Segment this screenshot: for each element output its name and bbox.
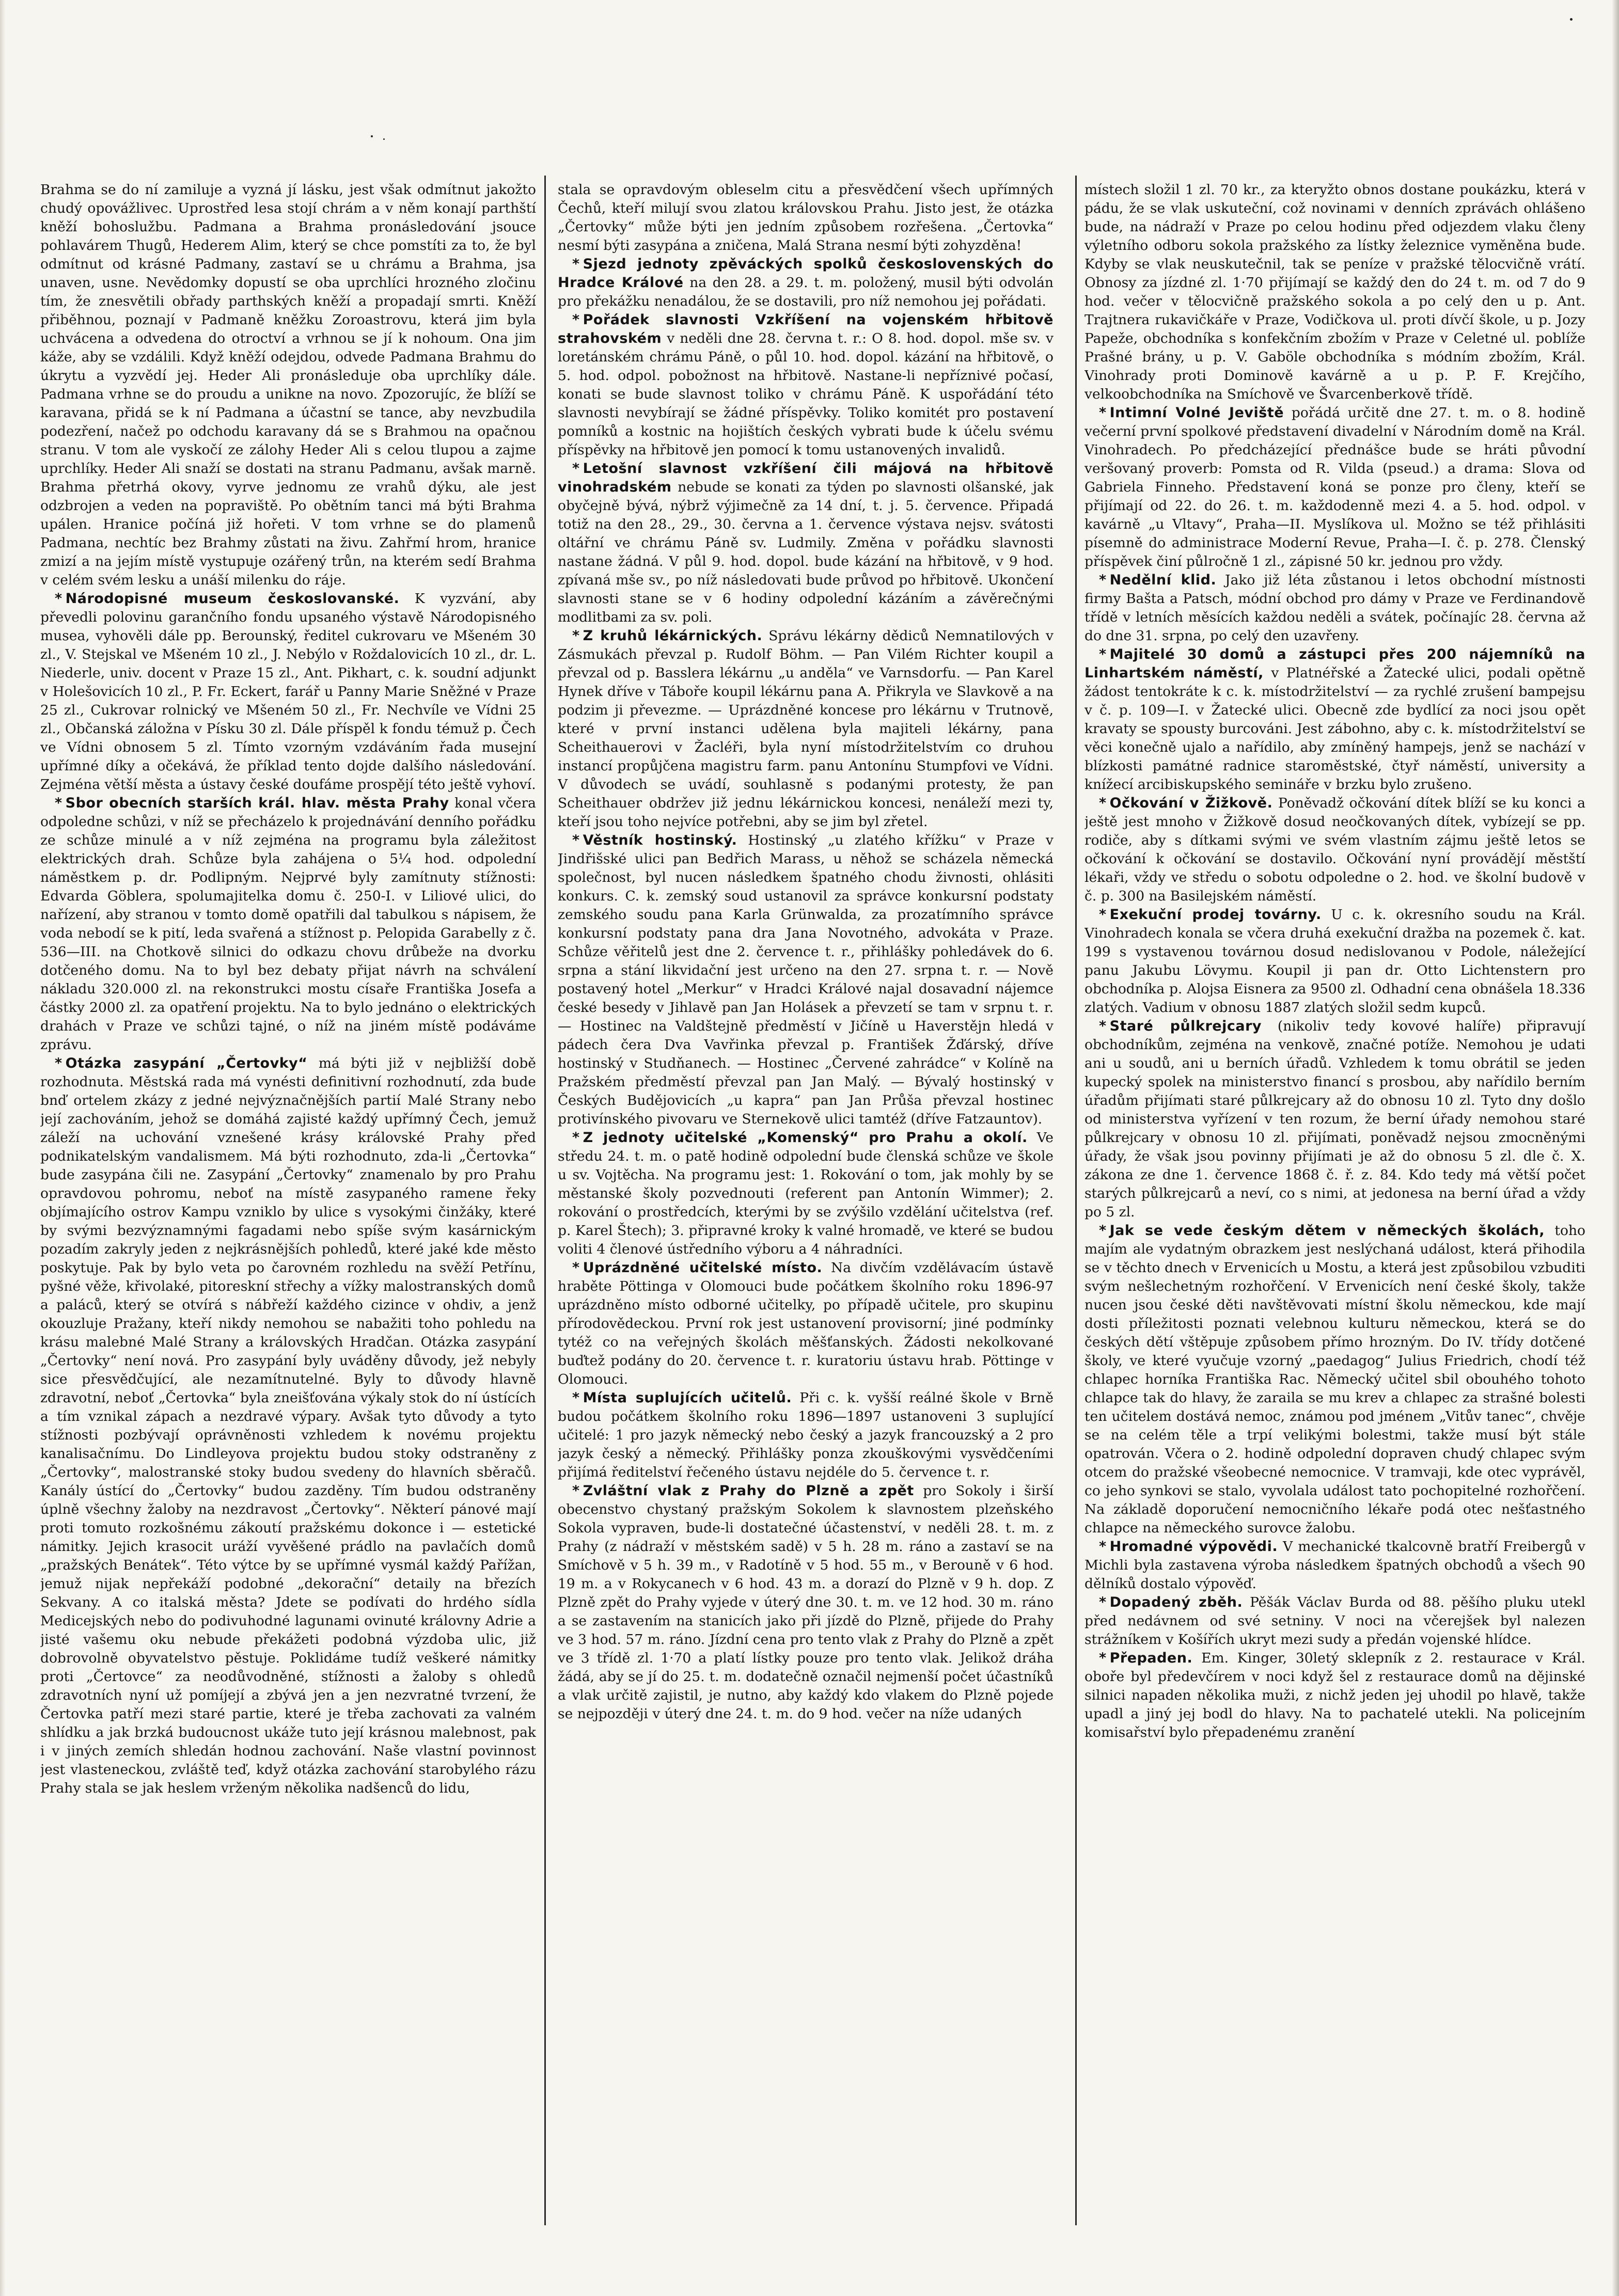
article-heading [572, 1130, 1028, 1146]
asterisk-marker: * [1099, 795, 1107, 811]
article-body-text: toho majím ale vydatným obrazkem jest neslýchaná událost, která přihodila se v těchto dnech v Ervenicích u Mostu, a která jest způsobilou vzbuditi svým nešlechetným rozhořčení. V Ervenicích není české školy, takže nucen jsou české děti navštěvovati místní školu německou, kde mají dosti příležitosti poznati velebnou kulturu německou, která se do českých dětí vštěpuje způsobem přímo hrozným. Do IV. třídy dotčené školy, ve které vyučuje vzorný „paedagog“ Julius Friedrich, chodí též chlapec horníka Františka Rac. Německý učitel sbil obouhého tohoto chlapce tak do hlavy, že zaraila se mu krev a chlapec za strašné bolesti ten učitelem dostává nemoc, známou pod jménem „Vitův tanec“, chvěje se na celém těle a trpí velikými bolestmi, takže musí být stále opatrován. Včera o 2. hodině odpolední dopraven chudý chlapec svým otcem do pražské všeobecné nemocnice. V tramvaji, kde otec vyprávěl, co jeho synkovi se stalo, vyvolala událost tato pochopitelné rozhořčení. Na základě doporučení nemocničního lékaře podá otec nešťastného chlapce na německého surovce žalobu. [1084, 1223, 1585, 1536]
article-body-text: má býti již v nejbližší době rozhodnuta. Městská rada má vynésti definitivní rozhodnutí, zda bude bnď ortelem zkázy z jedné nejvýznačnějších partií Malé Strany nebo její zachováním, jehož se domáhá zajisté každý upřímný Čech, jemuž záleží na uchování vznešené krásy královské Prahy před podnikatelským vandalismem. Má býti rozhodnuto, zda-li „Čertovka“ bude zasypána čili ne. Zasypání „Čertovky“ znamenalo by pro Prahu opravdovou pohromu, neboť na místě zasypaného ramene řeky objímajícího ostrov Kampu vzniklo by ulice s vysokými činžáky, které by svými bezvýznamnými fagadami nebo spíše svým kasárnickým pozadím zakryly jeden z nejkrásnějších pohledů, které jaké kde město poskytuje. Pak by bylo veta po čarovném rozhledu na svěží Petřínu, pyšné věže, křivolaké, pitoreskní střechy a vížky malostranských domů a paláců, který se otvírá s nábřeží každého cizince v ohdiv, a jenž okouzluje Pražany, kteří nikdy nemohou se nabažiti toho pohledu na krásu malebné Malé Strany a královských Hradčan. Otázka zasypání „Čertovky“ není nová. Pro zasypání byly uváděny důvody, jež nebyly sice přesvědčující, ale nezamítnutelné. Byly to důvody hlavně zdravotní, neboť „Čertovka“ byla zneišťována výkaly stok do ní ústících a tím vznikal zápach a nezdravé výpary. Avšak tyto důvody a tyto stížnosti pozbývají oprávněnosti vzhledem k novému projektu kanalisačnímu. Do Lindleyova projektu budou stoky odstraněny z „Čertovky“, malostranské stoky budou svedeny do hlavních sběračů. Kanály ústící do „Čertovky“ budou zazděny. Tím budou odstraněny úplně všechny žaloby na nezdravost „Čertovky“. Některí pánové mají proti tomuto rozkošnému zákoutí pražskému dokonce i — estetické námitky. Jejich krasocit uráží vyvěšené prádlo na pavlačích domů „pražských Benátek“. Této výtce by se upřímné vysmál každý Pařížan, jemuž nijak nepřekáží podobné „dekorační“ detaily na březích Sekvany. A co italská města? Jdete se podívati do hrdého sídla Medicejských nebo do podivuhodné lagunami ovinuté královny Adrie a jisté vašemu oku nebude překážeti podobná výzdoba ulic, již dobrovolně obyvatelstvo pěstuje. Poklidáme tudíž veškeré námitky proti „Čertovce“ za neodůvodněné, stížnosti a žaloby s ohledů zdravotních nyní už pomíjejí a zbývá jen a jen nezvratné tvrzení, že Čertovka patří mezi staré partie, které je třeba zachovati za valném shlídku a jak brzká budoucnost ukáže tuto její krásnou malebnost, pak i v jiných zemích shledán hodnou zachování. Naše vlastní povinnost jest vlasteneckou, zvláště teď, když otázka zachování starobylého rázu Prahy stala se jak heslem vrženým několika nadšenců do lidu, [40, 1055, 536, 1796]
article-heading-text: Z kruhů lékárnických. [583, 628, 763, 644]
article-heading [1099, 405, 1284, 421]
asterisk-marker: * [1099, 1594, 1107, 1610]
article-paragraph [1084, 794, 1585, 906]
article-body-text: v Platnéřské a Žatecké ulici, podali opětně žádost tentokráte k c. k. místodržitelství — za rychlé zrušení bampejsu v č. p. 109—I. v Žatecké ulici. Obecně zde bydlící za noci jsou opět kravaty se spousty burcováni. Jest zábohno, aby c. k. místodržitelství se věci konečně ujalo a nařídilo, aby zmíněný hampejs, jenž se nachází v blízkosti památné radnice staroměstské, čtyř náměstí, university a knížecí arcibiskupského semináře v brzku bylo zrušeno. [1084, 665, 1585, 793]
article-paragraph [558, 311, 1054, 460]
article-body-text: pořádá určitě dne 27. t. m. o 8. hodině večerní první spolkové představení divadelní v Národním domě na Král. Vinohradech. Po předcházející přednášce bude se hráti původní veršovaný proverb: Pomsta od R. Vildа (pseud.) a drama: Slova od Gabriela Finneho. Představení koná se ponze pro členy, kteří se přijímají od 22. do 26. t. m. každodenně mezi 4. a 5. hod. odpol. v kavárně „u Vltavy“, Praha—II. Myslíkova ul. Možno se též přihlásiti písemně do administrace Moderní Revue, Praha—I. č. p. 278. Členský příspěvek činí půlročně 1 zl., zápisné 50 kr. jednou pro vždy. [1084, 405, 1585, 569]
article-body-text: nebude se konati za týden po slavnosti olšanské, jak obyčejně bývá, nýbrž výjimečně za 14 dní, t. j. 5. července. Připadá totiž na den 28., 29., 30. června a 1. července výstava nejsv. svátosti oltářní ve chrámu Páně sv. Ludmily. Změna v pořádku slavnosti nastane žádná. V půl 9. hod. dopol. bude kázání na hřbitově, v 9 hod. zpívaná mše sv., po níž následovati bude průvod po hřbitově. Ukončení slavnosti stane se v 6 hodiny odpolední kázáním a závěrečnými modlitbami za sv. poli. [558, 479, 1054, 625]
article-heading [572, 832, 737, 848]
article-heading-text: Očkování v Žižkově. [1109, 795, 1273, 811]
article-heading [572, 1260, 822, 1276]
article-heading-text: Jak se vede českým dětem v německých školách, [1109, 1223, 1545, 1239]
asterisk-marker: * [1099, 1223, 1107, 1239]
article-paragraph [40, 1054, 536, 1798]
article-heading-text: Z jednoty učitelské „Komenský“ pro Prahu a okolí. [583, 1130, 1028, 1146]
article-body-text: Poněvadž očkování dítek blíží se ku konci a ještě jest mnoho v Žižkově dosud neočkovaných dítek, vybízejí se pp. rodiče, aby s dítkami svými ve svém vlastním zájmu ještě letos se očkování k očkování se dostavilo. Očkování nyní provádějí městští lékaři, vždy ve středu o sobotu odpoledne o 2. hod. ve školní budově v č. p. 300 na Basilejském náměstí. [1084, 795, 1585, 904]
asterisk-marker: * [572, 256, 580, 272]
article-body-text: pro Sokoly i širší obecenstvo chystaný pražským Sokolem k slavnostem plzeňského Sokola vypraven, bude-li dostatečné účastenství, v neděli 28. t. m. z Prahy (z nádraží v městském sadě) v 5 h. 28 m. ráno a zastaví se na Smíchově v 5 h. 39 m., v Radotíně v 5 hod. 55 m., v Berouně v 6 hod. 19 m. a v Rokycanech v 6 hod. 43 m. a dorazí do Plzně v 9 h. dop. Z Plzně zpět do Prahy vyjede v úterý dne 30. t. m. ve 12 hod. 30 m. ráno a se zastavením na stanicích jako při jízdě do Plzně, přijede do Prahy ve 3 hod. 57 m. ráno. Jízdní cena pro tento vlak z Prahy do Plzně a zpět ve 3 třídě zl. 1·70 a platí lístky pouze pro tento vlak. Jelikož dráha žádá, aby se jí do 25. t. m. dodatečně označil nejmenší počet účastníků a vlak určitě zajistil, je nutno, aby každý kdo vlakem do Plzně pojede se nejpozději v úterý dne 24. t. m. do 9 hod. večer na níže udaných [558, 1483, 1054, 1722]
article-heading [572, 1483, 914, 1499]
article-heading-text: Majitelé 30 domů a zástupci přes 200 nájemníků na Linhartském náměstí, [1084, 646, 1585, 681]
article-heading-text: Nedělní klid. [1109, 572, 1217, 588]
asterisk-marker: * [1099, 405, 1107, 421]
article-body-text: na den 28. a 29. t. m. položený, musil býti odvolán pro překážku nenadálou, že se dostavili, pro níž nemohou jej pořádati. [558, 275, 1054, 309]
article-heading-text: Letošní slavnost vzkříšení čili májová na hřbitově vinohradském [558, 461, 1054, 495]
article-heading [572, 628, 762, 644]
article-heading-text: Intimní Volné Jeviště [1109, 405, 1284, 421]
article-body-text: Při c. k. vyšší reálné škole v Brně budou počátkem školního roku 1896—1897 ustanoveni 3 suplující učitelé: 1 pro jazyk německý nebo český a jazyk francouzský a 2 pro jazyk český a německý. Přihlášky ponza zkouškovými vysvědčeními přijímá ředitelství řečeného ústavu nejdéle do 5. července t. r. [558, 1390, 1054, 1480]
asterisk-marker: * [55, 1055, 62, 1071]
article-heading-text: Dopadený zběh. [1109, 1594, 1243, 1610]
asterisk-marker: * [55, 591, 62, 607]
article-body-text: V mechanické tkalcovně bratří Freibergů v Michli byla zastavena výroba následkem špatných obchodů a všech 90 dělníků dostalo výpověď. [1084, 1539, 1585, 1592]
article-heading [1099, 1018, 1262, 1034]
asterisk-marker: * [1099, 572, 1107, 588]
article-heading-text: Uprázdněné učitelské místo. [583, 1260, 823, 1276]
scan-speck [383, 138, 385, 140]
article-paragraph [558, 181, 1054, 255]
article-heading [1099, 1650, 1192, 1666]
asterisk-marker: * [55, 795, 62, 811]
article-paragraph [1084, 1538, 1585, 1593]
article-heading [1099, 1539, 1278, 1555]
article-body-text: K vyzvání, aby převedli polovinu garančního fondu upsaného výstavě Národopisného musea, vyhověli dále pp. Berounský, ředitel cukrovaru ve Mšeném 30 zl., V. Stejskal ve Mšeném 10 zl., J. Nebýlo v Roždalovicích 10 zl., dr. L. Niederle, univ. docent v Praze 15 zl., Ant. Pikhart, c. k. soudní adjunkt v Holešovicích 10 zl., P. Fr. Eckert, farář u Panny Marie Sněžné v Praze 25 zl., Cukrovar rolnický ve Mšeném 50 zl., Fr. Nechvíle ve Vídni 25 zl., Občanská záložna v Písku 30 zl. Dále příspěl k fondu témuž p. Čech ve Vídni obnosem 5 zl. Tímto vzorným vzdáváním řada musejní upřímné díky a očekává, že příklad tento dojde dalšího následování. Zejména větší města a ústavy české doufáme prospějí této ještě vyhoví. [40, 591, 536, 793]
article-heading [1099, 572, 1216, 588]
article-body-text: Ve středu 24. t. m. o patě hodině odpolední bude členská schůze ve škole u sv. Vojtěcha. Na programu jest: 1. Rokování o tom, jak mohly by se městanské školy pozvednouti (referent pan Antonín Wimmer); 2. rokování o prostředcích, kterými by se zvýšilo vzdělání učitelstva (ref. p. Karel Štech); 3. připravné kroky k valné hromadě, ve které se budou voliti 4 členové ústředního výboru a 4 náhradníci. [558, 1130, 1054, 1257]
article-heading [1099, 1594, 1243, 1610]
column-2 [558, 181, 1054, 2225]
asterisk-marker: * [572, 1390, 580, 1406]
article-heading [1099, 1223, 1545, 1239]
asterisk-marker: * [1099, 1650, 1107, 1666]
column-rule-1 [544, 176, 546, 2225]
article-paragraph [1084, 645, 1585, 794]
asterisk-marker: * [572, 312, 580, 328]
scan-edge-left [0, 0, 5, 2296]
article-heading [1099, 795, 1272, 811]
article-heading-text: Národopisné museum českoslovanské. [65, 591, 400, 607]
asterisk-marker: * [572, 1130, 580, 1146]
article-body-text: Správu lékárny dědiců Nemnatilových v Zásmukách převzal p. Rudolf Böhm. — Pan Vilém Richter koupil a převzal od p. Basslera lékárnu „u anděla“ ve Varnsdorfu. — Pan Karel Hynek dříve v Táboře koupil lékárnu pana A. Přikryla ve Slavkově a na podzim ji převezme. — Uprázdněné koncese pro lékárnu v Trutnově, které v první instanci udělena byla majiteli lékárny, pana Scheithauerovi v Žacléři, byla nyní místodržitelstvím co druhou instancí propůjčena magistru farm. panu Antonínu Stumpfovi ve Vídni. V důvodech se uvádí, souhlasně s podanými protesty, že pan Scheithauer obdržev již jednu lékárnickou koncesi, nenáleží mezi ty, kteří jsou toho nejvíce potřebni, aby se jim byl zřetel. [558, 628, 1054, 830]
article-heading [1099, 907, 1322, 923]
article-paragraph [1084, 404, 1585, 571]
article-paragraph [558, 1129, 1054, 1259]
article-heading-text: Zvláštní vlak z Prahy do Plzně a zpět [583, 1483, 914, 1499]
article-paragraph [1084, 181, 1585, 404]
article-body-text: U c. k. okresního soudu na Král. Vinohradech konala se včera druhá exekuční dražba na pozemek č. kat. 199 s vystavenou továrnou dosud nedislovanou v Podole, náležející panu Jakubu Lövymu. Koupil ji pan dr. Otto Lichtenstern pro obchodníka p. Alojsa Eisnera za 9500 zl. Odhadní cena obnášela 18.336 zlatých. Vadium v obnosu 1887 zlatých složil sedm kupců. [1084, 907, 1585, 1016]
article-paragraph [40, 590, 536, 794]
asterisk-marker: * [1099, 1018, 1107, 1034]
article-body-text: (nikoliv tedy kovové halíře) připravují obchodníkům, zejména na venkově, značné potíže. Nemohou je udati ani u soudů, ani u berních úřadů. Vzhledem k tomu obrátil se jeden kupecký spolek na ministerstvo financí s prosbou, aby nařídilo berním úřadům přijímati staré půlkrejcary až do obnosu 10 zl. Tyto dny došlo od ministerstva vyřízení v ten rozum, že berní úřady nemohou staré půlkrejcary v obnosu 10 zl. přijímati, poněvadž nejsou zmocněnými úřady, že však jsou povinny přijímati je až do obnosu 5 zl. dle č. X. zákona ze dne 1. července 1868 č. ř. z. 84. Kdo tedy má větší počet starých půlkrejcarů a neví, co s nimi, at jedonesa na berní úřad a vždy po 5 zl. [1084, 1018, 1585, 1220]
scan-speck [371, 135, 373, 137]
article-paragraph [40, 794, 536, 1054]
article-heading-text: Exekuční prodej továrny. [1109, 907, 1322, 923]
article-heading-text: Staré půlkrejcary [1109, 1018, 1262, 1034]
asterisk-marker: * [1099, 1539, 1107, 1555]
asterisk-marker: * [572, 1260, 580, 1276]
article-paragraph [558, 255, 1054, 311]
article-body-text: místech složil 1 zl. 70 kr., za kteryžto obnos dostane poukázku, která v pádu, že se vlak uskuteční, což novinami v denních zprávách ohlášeno bude, na nádraží v Praze po celou hodinu před odjezdem vlaku členy výletního odboru sokola pražského za lístky železnice vyměněna bude. Kdyby se vlak neuskutečnil, tak se peníze v pražské tělocvičně vrátí. Obnosy za jízdné zl. 1·70 přijímají se každý den do 24 t. m. od 7 do 9 hod. večer v tělocvičně pražského sokola a po celý den u p. Ant. Trajtnera rukavičkáře v Praze, Vodičkova ul. proti dívčí škole, u p. Jozy Papeže, obchodníka s konfekčním zbožím v Praze v Celetné ul. poblíže Prašné brány, u p. V. Gaböle obchodníka s módním zbožím, Král. Vinohrady proti Dominově kavárně a u p. P. F. Krejčího, velkoobchodníka na Smíchově ve Švarcenberkově třídě. [1084, 182, 1585, 402]
asterisk-marker: * [572, 832, 580, 848]
article-heading-text: Věstník hostinský. [583, 832, 737, 848]
article-body-text: Pěšák Václav Burda od 88. pěšího pluku utekl před nedávnem od své setniny. V noci na včerejšek byl nalezen strážníkem v Košířích ukryt mezi sudy a předán vojenské hlídce. [1084, 1594, 1585, 1648]
article-paragraph [1084, 571, 1585, 645]
column-1 [40, 181, 536, 2225]
article-heading-text: Otázka zasypání „Čertovky“ [65, 1055, 308, 1071]
article-body-text: konal včera odpoledne schůzi, v níž se přecházelo k projednávání denního pořádku ze schůze minulé a v níž zejména na programu byla záležitost elektrických drah. Schůze byla zahájena o 5¼ hod. odpolední náměstkem p. dr. Podlipným. Nejprvé byly zamítnuty stížnosti: Edvarda Göblera, spolumajitelka domu č. 250-I. v Liliové ulici, do nařízení, aby stranou v tomto domě opatřili dal tabulkou s nápisem, že voda nebodí se k pití, leda svařená a stížnost p. Pelopida Garabelly z č. 536—III. na Chotkově silnici do odkazu chovu drůbeže na dvorku dotčeného domu. Na to byl bez debaty přijat návrh na schválení nákladu 320.000 zl. na rekonstrukci mostu císaře Františka Josefa a částky 2000 zl. za opatření projektu. Na to bylo jednáno o elektrických drahách v Praze ve schůzi tajné, o níž na jiném místě podáváme zprávu. [40, 795, 536, 1053]
article-paragraph [558, 460, 1054, 627]
asterisk-marker: * [1099, 907, 1107, 923]
article-body-text: Em. Kinger, 30letý sklepník z 2. restaurace v Král. oboře byl předevčírem v noci když šel z restaurace domů na dějinské silnici napaden několika muži, z nichž jeden jej uhodil po hlavě, takže upadl a jiný jej bodl do hlavy. Na to pachatelé utekli. Na policejním komisařství bylo přepadenému zranění [1084, 1650, 1585, 1740]
scan-speck [1570, 18, 1573, 21]
article-heading-text: Sjezd jednoty zpěváckých spolků československých do Hradce Králové [558, 256, 1054, 291]
article-heading [572, 1390, 792, 1406]
article-paragraph [1084, 1649, 1585, 1742]
asterisk-marker: * [572, 628, 580, 644]
column-3 [1084, 181, 1585, 2225]
column-rule-2 [1075, 176, 1077, 2225]
article-body-text: stala se opravdovým obleselm citu a přesvědčení všech upřímných Čechů, kteří milují svou zlatou královskou Prahu. Jisto jest, že otázka „Čertovky“ může býti jen jedním způsobem rozřešena. „Čertovka“ nesmí býti zasypána a zničena, Malá Strana nesmí býti zohyzděna! [558, 182, 1054, 254]
article-paragraph [1084, 906, 1585, 1017]
article-paragraph [1084, 1222, 1585, 1538]
article-paragraph [558, 627, 1054, 831]
article-heading-text: Hromadné výpovědi. [1109, 1539, 1278, 1555]
article-heading [55, 795, 449, 811]
article-body-text: Brahma se do ní zamiluje a vyzná jí lásku, jest však odmítnut jakožto chudý opovážlivec. Uprostřed lesa stojí chrám a v něm konají parthští kněží bohoslužbu. Padmana a Brahma pronásledování jsouce pohlavárem Thugů, Hederem Alim, který se chce pomstíti za to, že byl odmítnut od krásné Padmany, zastaví se u chrámu a Brahma, jsa unaven, usne. Nevědomky dopustí se oba uprchlíci hrozného zločinu tím, že znesvětili obřady parthských kněží a propadají smrti. Kněží přiběhnou, poznají v Padmaně kněžku Zoroastrovu, která jim byla uchvácena a odvedena do otroctví a vrhnou se jí k nohoum. Ona jim káže, aby se vzdálili. Když kněží odejdou, odvede Padmana Brahmu do úkrytu a vyzvědí jej. Heder Ali pronásleduje oba uprchlíky dále. Padmana vrhne se do proudu a unikne na novo. Zpozorujíc, že blíží se karavana, přidá se k ní Padmana a účastní se tance, aby nevzbudila podezření, načež po odchodu karavany dá se s Brahmou na opačnou stranu. V tom ale vyskočí ze zálohy Heder Ali s celou tlupou a zajme uprchlíky. Heder Ali snaží se dostati na stranu Padmanu, avšak marně. Brahma přetrhá okovy, vyrve jednomu ze vrahů dýku, ale jest odzbrojen a veden na popraviště. Po obětním tanci má býti Brahma upálen. Hranice počíná již hořeti. V tom vrhne se do plamenů Padmana, nechtíc bez Brahmy zůstati na živu. Zahřmí hrom, hranice zmizí a na jejím místě vystupuje ozářený trůn, na kterém sedí Brahma v celém svém lesku a unáší milenku do ráje. [40, 182, 536, 588]
article-paragraph [558, 1259, 1054, 1389]
article-heading-text: Sbor obecních starších král. hlav. města Prahy [65, 795, 449, 811]
article-paragraph [558, 1389, 1054, 1482]
asterisk-marker: * [1099, 646, 1107, 662]
article-paragraph [558, 1482, 1054, 1723]
article-paragraph [1084, 1593, 1585, 1649]
article-body-text: Jako již léta zůstanou i letos obchodní místnosti firmy Bašta a Patsch, módní obchod pro dámy v Praze ve Ferdinandově třídě v letních měsících každou neděli a svátek, počínajíc 28. června až do dne 31. srpna, po celý den uzavřeny. [1084, 572, 1585, 644]
asterisk-marker: * [572, 461, 580, 477]
article-body-text: v neděli dne 28. června t. r.: O 8. hod. dopol. mše sv. v loretánském chrámu Páně, o půl 10. hod. dopol. kázání na hřbitově, o 5. hod. odpol. pobožnost na hřbitově. Nastane-li nepříznivé počasí, konati se bude slavnost toliko v chrámu Páně. K uspořádání této slavnosti nevybírají se žádné příspěvky. Toliko komitét pro postavení pomníků a kostnic na hojištích českých vybrati bude k účelu svému příspěvky na hřbitově jen pomocí k tomu ustanovených invalidů. [558, 330, 1054, 458]
article-heading-text: Pořádek slavnosti Vzkříšení na vojenském hřbitově strahovském [558, 312, 1054, 346]
article-heading-text: Přepaden. [1109, 1650, 1193, 1666]
article-heading [55, 1055, 308, 1071]
article-paragraph [1084, 1017, 1585, 1222]
article-paragraph [558, 831, 1054, 1129]
article-heading [55, 591, 399, 607]
article-heading-text: Místa suplujících učitelů. [583, 1390, 792, 1406]
article-paragraph [40, 181, 536, 590]
article-body-text: Na divčím vzdělávacím ústavě hraběte Pöttinga v Olomouci bude počátkem školního roku 1896-97 uprázdněno místo odborné učitelky, po případě učitele, pro skupinu přírodovědeckou. První rok jest ustanovení provisorní; jiné podmínky tytéž co na veřejných školách měšťanských. Žádosti nekolkované buďtež podány do 20. července t. r. kuratoriu ústavu hrab. Pöttinge v Olomouci. [558, 1260, 1054, 1387]
article-body-text: Hostinský „u zlatého křížku“ v Praze v Jindřišské ulici pan Bedřich Marass, u něhož se scházela německá společnost, byl nucen následkem špatného chodu živnosti, ohlásiti konkurs. C. k. zemský soud ustanovil za správce konkursní podstaty zemského soudu pana Karla Grünwalda, za prozatímního správce konkursní podstaty pana dra Jana Novotného, advokáta v Praze. Schůze věřitelů jest dne 2. července t. r., přihlášky pohledávek do 6. srpna a stání likvidační jest určeno na den 27. srpna t. r. — Nově postavený hotel „Merkur“ v Hradci Králové najal dosavadní nájemce české besedy v Jihlavě pan Jan Holásek a převzetí se tam v srpnu t. r. — Hostinec na Valdštejně předměstí v Jičíně u Haverstějn hledá v pádech čera Dva Vavřinka převzal p. František Žďárský, dříve hostinský v Studňanech. — Hostinec „Červené zahrádce“ v Kolíně na Pražském předměstí převzal pan Jan Malý. — Bývalý hostinský v Českých Budějovicích „u kapra“ pan Jan Průša převzal hostinec protivínského pivovaru ve Sternekově ulici tamtéž (dříve Fatzauntov). [558, 832, 1054, 1127]
asterisk-marker: * [572, 1483, 580, 1499]
scan-edge-right [1612, 0, 1619, 2296]
